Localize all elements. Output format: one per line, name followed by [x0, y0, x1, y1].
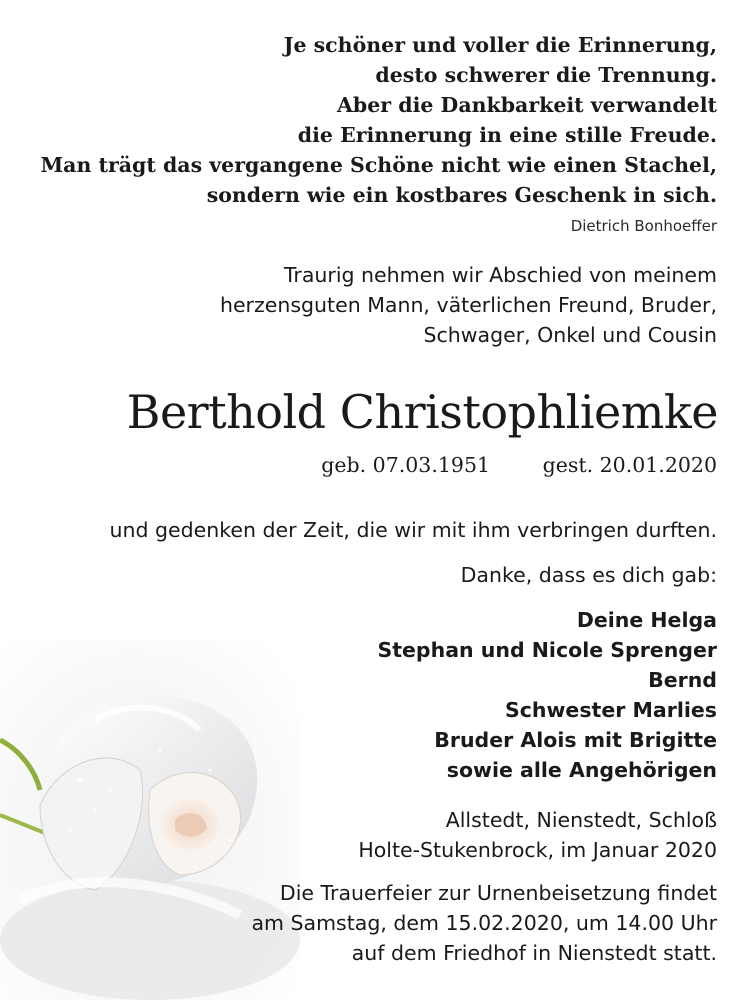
mourner-name: sowie alle Angehörigen — [446, 758, 717, 782]
service-block — [251, 878, 717, 968]
birth-date: geb. 07.03.1951 — [321, 453, 491, 477]
intro-line: Schwager, Onkel und Cousin — [423, 323, 717, 347]
mourners-list — [377, 605, 717, 785]
quote-line: Man trägt das vergangene Schöne nicht wie einen Stachel, — [40, 153, 717, 177]
thanks-text: Danke, dass es dich gab: — [460, 563, 717, 587]
place-line: Allstedt, Nienstedt, Schloß — [445, 808, 717, 832]
death-date: gest. 20.01.2020 — [542, 453, 717, 477]
deceased-name: Berthold Christophliemke — [126, 385, 718, 439]
place-line: Holte-Stukenbrock, im Januar 2020 — [358, 838, 717, 862]
memory-text: und gedenken der Zeit, die wir mit ihm verbringen durften. — [109, 518, 717, 542]
intro-block — [220, 260, 717, 350]
mourner-name: Schwester Marlies — [504, 698, 717, 722]
intro-line: herzensguten Mann, väterlichen Freund, Bruder, — [219, 293, 717, 317]
service-line: am Samstag, dem 15.02.2020, um 14.00 Uhr — [251, 911, 717, 935]
quote-line: die Erinnerung in eine stille Freude. — [297, 123, 717, 147]
life-dates — [321, 450, 717, 480]
mourner-name: Bruder Alois mit Brigitte — [434, 728, 717, 752]
mourner-name: Bernd — [648, 668, 717, 692]
mourner-name: Deine Helga — [576, 608, 717, 632]
quote-block — [40, 30, 717, 210]
intro-line: Traurig nehmen wir Abschied von meinem — [283, 263, 717, 287]
quote-line: Je schöner und voller die Erinnerung, — [283, 33, 717, 57]
service-line: auf dem Friedhof in Nienstedt statt. — [351, 941, 717, 965]
quote-author: Dietrich Bonhoeffer — [570, 217, 717, 235]
place-block — [358, 805, 717, 865]
mourner-name: Stephan und Nicole Sprenger — [377, 638, 717, 662]
quote-line: Aber die Dankbarkeit verwandelt — [337, 93, 717, 117]
service-line: Die Trauerfeier zur Urnenbeisetzung findet — [279, 881, 717, 905]
quote-line: sondern wie ein kostbares Geschenk in sich. — [206, 183, 717, 207]
quote-line: desto schwerer die Trennung. — [375, 63, 717, 87]
